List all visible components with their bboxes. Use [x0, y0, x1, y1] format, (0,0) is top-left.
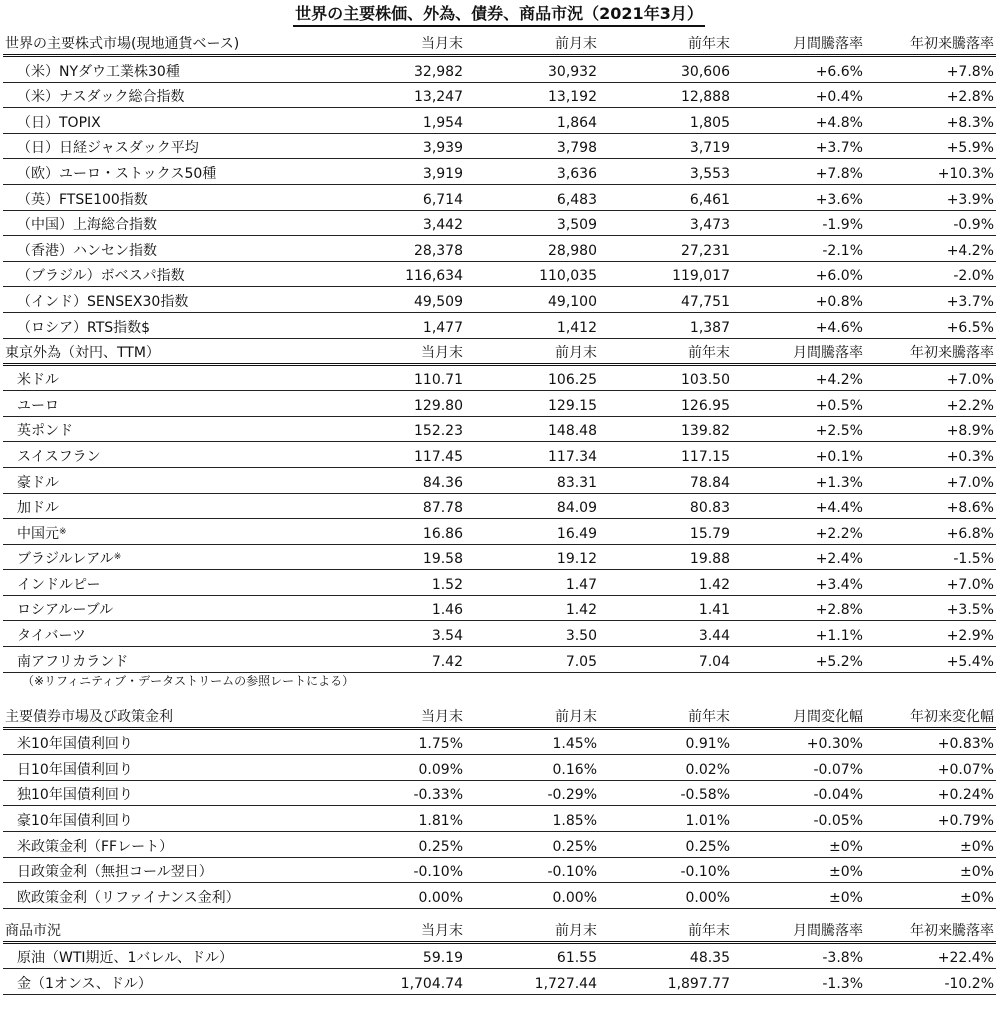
cell-prev: 61.55 — [556, 950, 597, 967]
cell-ytd: +0.3% — [946, 448, 994, 465]
cell-prev: 6,483 — [556, 191, 597, 208]
column-header: 世界の主要株式市場(現地通貨ベース) — [5, 36, 240, 52]
cell-year: 78.84 — [689, 474, 730, 491]
cell-prev: 3,509 — [556, 217, 597, 234]
cell-year: 19.88 — [689, 551, 730, 568]
row-label-text: ユーロ — [17, 397, 59, 414]
cell-cur: 1.52 — [431, 576, 463, 593]
cell-prev: 106.25 — [548, 372, 597, 389]
table-row — [3, 57, 996, 83]
cell-ytd: +8.6% — [946, 500, 994, 517]
cell-cur: 3.54 — [431, 628, 463, 645]
row-label-text: スイスフラン — [17, 448, 101, 465]
table-row — [3, 468, 996, 494]
table-row — [3, 442, 996, 468]
column-header: 商品市況 — [5, 922, 61, 939]
row-label-text: インドルピー — [17, 576, 101, 593]
row-label — [3, 87, 351, 107]
row-label — [3, 421, 351, 441]
cell-cur: 13,247 — [414, 89, 463, 106]
row-label — [3, 215, 351, 235]
row-label-text: 日政策金利（無担コール翌日） — [17, 864, 213, 881]
cell-year: 1.01% — [685, 813, 730, 830]
spacer — [0, 909, 998, 917]
cell-ytd: +7.0% — [946, 372, 994, 389]
stocks-table — [3, 30, 996, 339]
cell-mom: +6.0% — [815, 268, 863, 285]
row-label — [3, 164, 351, 184]
cell-prev: 1.85% — [552, 813, 597, 830]
cell-prev: 0.25% — [552, 838, 597, 855]
cell-ytd: +0.24% — [937, 787, 994, 804]
table-header — [3, 703, 996, 730]
cell-cur: 6,714 — [422, 191, 463, 208]
table-row — [3, 313, 996, 339]
cell-cur: 1.81% — [418, 813, 463, 830]
row-label-text: （インド）SENSEX30指数 — [17, 293, 189, 310]
cell-mom: +5.2% — [815, 653, 863, 670]
cell-cur: 1.75% — [418, 736, 463, 753]
column-header: 前年末 — [688, 344, 730, 361]
cell-mom: +0.5% — [815, 397, 863, 414]
cell-prev: 1.45% — [552, 736, 597, 753]
cell-year: 48.35 — [689, 950, 730, 967]
cell-mom: -1.3% — [822, 976, 863, 992]
table-row — [3, 969, 996, 995]
table-row — [3, 858, 996, 884]
cell-year: 3.44 — [698, 628, 730, 645]
cell-year: 15.79 — [689, 525, 730, 542]
cell-ytd: +5.4% — [946, 653, 994, 670]
cell-mom: -0.05% — [813, 813, 863, 830]
cell-mom: +4.6% — [815, 319, 863, 336]
cell-year: 103.50 — [681, 372, 730, 389]
cell-mom: +4.8% — [815, 114, 863, 131]
cell-mom: +0.4% — [815, 89, 863, 106]
cell-ytd: ±0% — [960, 864, 994, 881]
cell-mom: -0.04% — [813, 787, 863, 804]
cell-mom: +0.1% — [815, 448, 863, 465]
cell-year: -0.10% — [680, 864, 730, 881]
row-label-text: （中国）上海総合指数 — [17, 217, 157, 234]
row-label-text: （米）NYダウ工業株30種 — [17, 63, 180, 80]
footnote-mark: ※ — [113, 552, 122, 563]
table-row — [3, 134, 996, 160]
row-label-text: ブラジルレアル — [17, 551, 114, 568]
cell-ytd: ±0% — [960, 889, 994, 906]
cell-cur: 87.78 — [422, 500, 463, 517]
row-label-text: 加ドル — [17, 500, 59, 517]
table-row — [3, 832, 996, 858]
table-row — [3, 185, 996, 211]
cell-cur: 84.36 — [422, 474, 463, 491]
row-label — [3, 318, 351, 338]
row-label-text: （日）TOPIX — [17, 114, 101, 131]
column-header: 前年末 — [688, 708, 730, 725]
column-header: 月間騰落率 — [793, 36, 863, 52]
row-label — [3, 626, 351, 646]
cell-year: 30,606 — [681, 63, 730, 80]
table-row — [3, 417, 996, 443]
cell-mom: +0.8% — [815, 293, 863, 310]
cell-prev: -0.29% — [547, 787, 597, 804]
table-row — [3, 262, 996, 288]
cell-cur: 3,939 — [422, 140, 463, 157]
row-label — [3, 241, 351, 261]
cell-prev: 19.12 — [556, 551, 597, 568]
table-row — [3, 596, 996, 622]
page-title: 世界の主要株価、外為、債券、商品市況（2021年3月） — [293, 3, 705, 27]
column-header: 年初来変化幅 — [910, 708, 994, 725]
table-row — [3, 883, 996, 909]
row-label-text: ロシアルーブル — [17, 602, 114, 619]
row-label — [3, 974, 351, 994]
cell-prev: 30,932 — [548, 63, 597, 80]
cell-prev: 3,636 — [556, 165, 597, 182]
cell-year: 1.42 — [698, 576, 730, 593]
row-label — [3, 785, 351, 805]
title-area — [0, 0, 998, 30]
cell-ytd: +2.2% — [946, 397, 994, 414]
row-label — [3, 734, 351, 754]
cell-ytd: +3.9% — [946, 191, 994, 208]
cell-prev: 1,727.44 — [534, 976, 597, 992]
table-row — [3, 781, 996, 807]
spacer — [0, 695, 998, 703]
cell-ytd: +3.5% — [946, 602, 994, 619]
table-header — [3, 339, 996, 366]
row-label — [3, 575, 351, 595]
cell-prev: 1,412 — [556, 319, 597, 336]
cell-mom: ±0% — [829, 838, 863, 855]
cell-mom: +2.4% — [815, 551, 863, 568]
cell-ytd: +5.9% — [946, 140, 994, 157]
row-label — [3, 652, 351, 672]
column-header: 前年末 — [688, 36, 730, 52]
cell-prev: 7.05 — [565, 653, 597, 670]
cell-cur: 117.45 — [414, 448, 463, 465]
cell-cur: 1.46 — [431, 602, 463, 619]
cell-cur: 1,704.74 — [400, 976, 463, 992]
cell-mom: +6.6% — [815, 63, 863, 80]
cell-prev: 16.49 — [556, 525, 597, 542]
cell-cur: 32,982 — [414, 63, 463, 80]
table-row — [3, 545, 996, 571]
cell-ytd: +7.0% — [946, 576, 994, 593]
row-label — [3, 190, 351, 210]
commodities-table — [3, 917, 996, 995]
cell-ytd: +8.9% — [946, 423, 994, 440]
cell-year: 1,897.77 — [667, 976, 730, 992]
row-label-text: （英）FTSE100指数 — [17, 191, 148, 208]
cell-cur: 3,919 — [422, 165, 463, 182]
row-label — [3, 524, 351, 544]
column-header: 前月末 — [555, 36, 597, 52]
row-label-text: （日）日経ジャスダック平均 — [17, 140, 199, 157]
cell-prev: 49,100 — [548, 293, 597, 310]
cell-mom: +2.5% — [815, 423, 863, 440]
cell-cur: 19.58 — [422, 551, 463, 568]
cell-ytd: +10.3% — [937, 165, 994, 182]
cell-ytd: ±0% — [960, 838, 994, 855]
cell-cur: -0.33% — [413, 787, 463, 804]
cell-prev: 28,980 — [548, 242, 597, 259]
cell-cur: 16.86 — [422, 525, 463, 542]
cell-prev: 117.34 — [548, 448, 597, 465]
column-header: 前月末 — [555, 344, 597, 361]
cell-ytd: +2.9% — [946, 628, 994, 645]
row-label — [3, 138, 351, 158]
cell-cur: 1,954 — [422, 114, 463, 131]
column-header: 前年末 — [688, 922, 730, 939]
column-header: 月間変化幅 — [793, 708, 863, 725]
cell-year: 12,888 — [681, 89, 730, 106]
cell-year: 7.04 — [698, 653, 730, 670]
cell-mom: -1.9% — [822, 217, 863, 234]
row-label — [3, 888, 351, 908]
footnote-mark: ※ — [59, 526, 67, 537]
column-header: 主要債券市場及び政策金利 — [5, 708, 173, 725]
cell-prev: 83.31 — [556, 474, 597, 491]
cell-year: 0.02% — [685, 761, 730, 778]
cell-year: 3,473 — [689, 217, 730, 234]
row-label-text: 南アフリカランド — [17, 653, 129, 670]
cell-mom: +0.30% — [806, 736, 863, 753]
table-header — [3, 30, 996, 57]
cell-cur: 1,477 — [422, 319, 463, 336]
fx-table — [3, 339, 996, 673]
fx-note: （※リフィニティブ・データストリームの参照レートによる） — [22, 673, 355, 688]
cell-cur: 0.00% — [418, 889, 463, 906]
table-row — [3, 755, 996, 781]
cell-year: 0.25% — [685, 838, 730, 855]
table-row — [3, 944, 996, 970]
cell-mom: +2.8% — [815, 602, 863, 619]
cell-cur: 49,509 — [414, 293, 463, 310]
row-label — [3, 498, 351, 518]
row-label-text: 独10年国債利回り — [17, 787, 133, 804]
column-header: 年初来騰落率 — [910, 922, 994, 939]
cell-ytd: +6.8% — [946, 525, 994, 542]
cell-prev: 1.47 — [565, 576, 597, 593]
row-label-text: 中国元 — [17, 525, 59, 542]
row-label — [3, 948, 351, 968]
column-header: 当月末 — [421, 922, 463, 939]
cell-year: 139.82 — [681, 423, 730, 440]
row-label — [3, 266, 351, 286]
cell-mom: +4.2% — [815, 372, 863, 389]
row-label — [3, 62, 351, 82]
cell-ytd: +7.8% — [946, 63, 994, 80]
table-row — [3, 159, 996, 185]
row-label-text: 原油（WTI期近、1バレル、ドル） — [17, 950, 233, 967]
cell-ytd: +22.4% — [937, 950, 994, 967]
cell-prev: 13,192 — [548, 89, 597, 106]
row-label-text: 米政策金利（FFレート） — [17, 838, 174, 855]
row-label — [3, 600, 351, 620]
table-header — [3, 917, 996, 944]
row-label-text: 英ポンド — [17, 423, 73, 440]
bonds-table — [3, 703, 996, 909]
row-label — [3, 811, 351, 831]
cell-prev: 3,798 — [556, 140, 597, 157]
column-header: 年初来騰落率 — [910, 36, 994, 52]
row-label-text: （欧）ユーロ・ストックス50種 — [17, 165, 217, 182]
row-label-text: 豪ドル — [17, 474, 59, 491]
cell-ytd: +7.0% — [946, 474, 994, 491]
cell-prev: -0.10% — [547, 864, 597, 881]
row-label-text: （米）ナスダック総合指数 — [17, 89, 185, 106]
cell-cur: 3,442 — [422, 217, 463, 234]
row-label-text: 豪10年国債利回り — [17, 813, 133, 830]
row-label — [3, 447, 351, 467]
cell-year: 80.83 — [689, 500, 730, 517]
cell-year: 1,805 — [689, 114, 730, 131]
cell-cur: 59.19 — [422, 950, 463, 967]
row-label — [3, 292, 351, 312]
cell-year: 119,017 — [672, 268, 730, 285]
row-label-text: （香港）ハンセン指数 — [17, 242, 157, 259]
cell-prev: 148.48 — [548, 423, 597, 440]
cell-mom: -3.8% — [822, 950, 863, 967]
row-label — [3, 837, 351, 857]
cell-prev: 0.00% — [552, 889, 597, 906]
row-label-text: 日10年国債利回り — [17, 761, 133, 778]
column-header: 前月末 — [555, 708, 597, 725]
cell-ytd: -0.9% — [953, 217, 994, 234]
row-label — [3, 760, 351, 780]
cell-mom: +3.6% — [815, 191, 863, 208]
cell-mom: +2.2% — [815, 525, 863, 542]
row-label — [3, 862, 351, 882]
cell-year: 47,751 — [681, 293, 730, 310]
table-row — [3, 730, 996, 756]
row-label — [3, 396, 351, 416]
cell-prev: 129.15 — [548, 397, 597, 414]
cell-mom: +3.7% — [815, 140, 863, 157]
table-row — [3, 621, 996, 647]
row-label-text: 米10年国債利回り — [17, 736, 133, 753]
row-label-text: （ブラジル）ボベスパ指数 — [17, 268, 185, 285]
cell-prev: 3.50 — [565, 628, 597, 645]
cell-ytd: +4.2% — [946, 242, 994, 259]
cell-year: 6,461 — [689, 191, 730, 208]
cell-prev: 1,864 — [556, 114, 597, 131]
table-row — [3, 806, 996, 832]
cell-cur: 7.42 — [431, 653, 463, 670]
cell-year: 0.91% — [685, 736, 730, 753]
cell-prev: 1.42 — [565, 602, 597, 619]
row-label — [3, 473, 351, 493]
row-label — [3, 370, 351, 390]
table-row — [3, 108, 996, 134]
cell-prev: 0.16% — [552, 761, 597, 778]
cell-year: 126.95 — [681, 397, 730, 414]
cell-year: 27,231 — [681, 242, 730, 259]
row-label-text: 金（1オンス、ドル） — [17, 976, 152, 992]
column-header: 月間騰落率 — [793, 922, 863, 939]
table-row — [3, 570, 996, 596]
table-row — [3, 391, 996, 417]
cell-cur: 116,634 — [405, 268, 463, 285]
table-row — [3, 211, 996, 237]
cell-mom: +7.8% — [815, 165, 863, 182]
cell-cur: -0.10% — [413, 864, 463, 881]
cell-year: 0.00% — [685, 889, 730, 906]
cell-ytd: +0.83% — [937, 736, 994, 753]
cell-cur: 0.25% — [418, 838, 463, 855]
cell-ytd: -10.2% — [944, 976, 994, 992]
cell-cur: 152.23 — [414, 423, 463, 440]
cell-year: 1.41 — [698, 602, 730, 619]
table-row — [3, 236, 996, 262]
table-row — [3, 519, 996, 545]
cell-cur: 110.71 — [414, 372, 463, 389]
table-row — [3, 494, 996, 520]
table-row — [3, 366, 996, 392]
cell-ytd: +0.79% — [937, 813, 994, 830]
table-row — [3, 83, 996, 109]
row-label-text: 欧政策金利（リファイナンス金利） — [17, 889, 240, 906]
row-label — [3, 549, 351, 569]
column-header: 前月末 — [555, 922, 597, 939]
table-row — [3, 647, 996, 673]
column-header: 月間騰落率 — [793, 344, 863, 361]
cell-year: 1,387 — [689, 319, 730, 336]
cell-year: 3,719 — [689, 140, 730, 157]
cell-ytd: -1.5% — [953, 551, 994, 568]
cell-mom: +3.4% — [815, 576, 863, 593]
row-label-text: 米ドル — [17, 372, 59, 389]
cell-year: 117.15 — [681, 448, 730, 465]
row-label-text: （ロシア）RTS指数$ — [17, 319, 151, 336]
cell-prev: 84.09 — [556, 500, 597, 517]
cell-cur: 129.80 — [414, 397, 463, 414]
cell-cur: 0.09% — [418, 761, 463, 778]
cell-mom: +1.1% — [815, 628, 863, 645]
cell-mom: +1.3% — [815, 474, 863, 491]
cell-cur: 28,378 — [414, 242, 463, 259]
column-header: 年初来騰落率 — [910, 344, 994, 361]
cell-ytd: +8.3% — [946, 114, 994, 131]
cell-mom: ±0% — [829, 889, 863, 906]
cell-ytd: +0.07% — [937, 761, 994, 778]
row-label — [3, 113, 351, 133]
cell-year: 3,553 — [689, 165, 730, 182]
cell-prev: 110,035 — [539, 268, 597, 285]
cell-ytd: +6.5% — [946, 319, 994, 336]
cell-mom: -2.1% — [822, 242, 863, 259]
cell-mom: -0.07% — [813, 761, 863, 778]
column-header: 当月末 — [421, 708, 463, 725]
table-row — [3, 287, 996, 313]
cell-mom: +4.4% — [815, 500, 863, 517]
column-header: 当月末 — [421, 36, 463, 52]
cell-ytd: +2.8% — [946, 89, 994, 106]
cell-year: -0.58% — [680, 787, 730, 804]
column-header: 当月末 — [421, 344, 463, 361]
cell-ytd: -2.0% — [953, 268, 994, 285]
row-label-text: タイバーツ — [17, 628, 86, 645]
cell-mom: ±0% — [829, 864, 863, 881]
cell-ytd: +3.7% — [946, 293, 994, 310]
column-header: 東京外為（対円、TTM） — [5, 344, 160, 361]
